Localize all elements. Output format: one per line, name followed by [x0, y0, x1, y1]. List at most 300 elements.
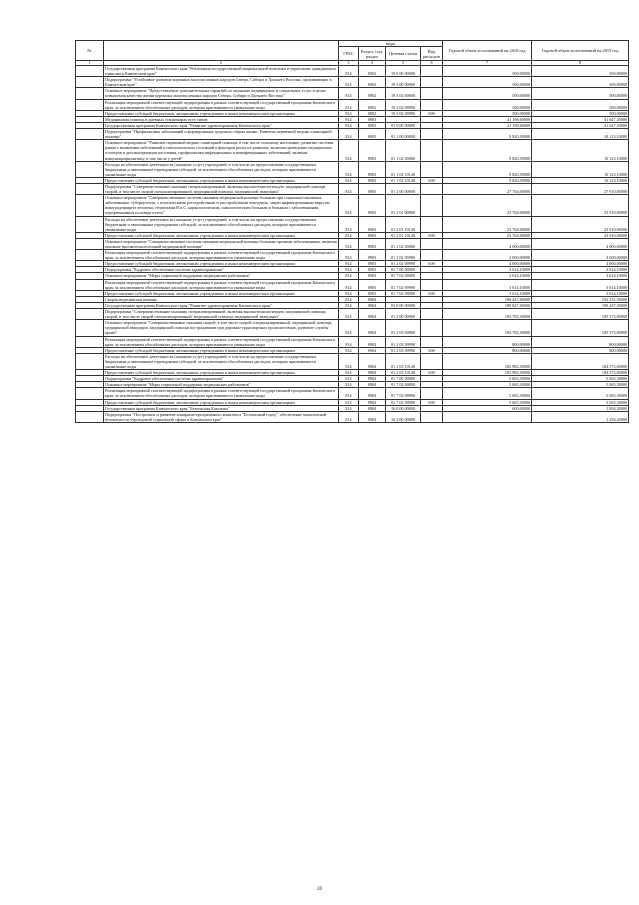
- row-grbs-cell: 814: [339, 320, 359, 336]
- row-2018-cell: 500,00000: [443, 77, 532, 88]
- row-target-cell: 01 1 02 10140: [386, 161, 421, 177]
- row-2018-cell: 189 847,60000: [443, 302, 532, 308]
- table-row: [76, 77, 629, 88]
- row-grbs-cell: 814: [339, 290, 359, 296]
- row-name-cell: Предоставление субсидий бюджетным, автономным учреждениям и иным некоммерческим организациям: [104, 261, 339, 267]
- column-number: 7: [443, 61, 532, 66]
- row-2018-cell: 3 614,10000: [443, 267, 532, 273]
- row-grbs-cell: 814: [339, 183, 359, 194]
- row-target-cell: 01 2 02 00000: [386, 238, 421, 249]
- row-name-cell: Государственная программа Камчатского края "Развитие здравоохранения Камчатского края": [104, 122, 339, 128]
- table-row: [76, 161, 629, 177]
- row-2018-cell: 600,00000: [443, 405, 532, 411]
- row-target-cell: 01 2 01 10140: [386, 232, 421, 238]
- row-name-cell: Основное мероприятие "Предоставление дополнительных гарантий по оказанию медицинских и социальных услуг в целях повышения качества жизни коренных малочисленных народов Севера, Сибири и Дальнего Востока": [104, 88, 339, 99]
- row-target-cell: 19 0 00 00000: [386, 66, 421, 77]
- row-2019-cell: 4 000,00000: [532, 261, 629, 267]
- row-target-cell: 01 7 02 09990: [386, 279, 421, 290]
- col-header-no: №: [76, 41, 104, 61]
- table-row: [76, 66, 629, 77]
- row-2018-cell: 5 065,30000: [443, 399, 532, 405]
- row-target-cell: 01 2 03 10140: [386, 353, 421, 369]
- col-header-2018: Годовой объем ассигнований на 2018 год: [443, 41, 532, 61]
- row-2018-cell: 800,00000: [443, 347, 532, 353]
- row-2019-cell: 184 572,00000: [532, 353, 629, 369]
- row-2018-cell: 183 982,30000: [443, 353, 532, 369]
- row-name-cell: Скорая медицинская помощь: [104, 296, 339, 302]
- row-number-cell: [76, 66, 104, 77]
- row-name-cell: Государственная программа Камчатского края "Реализация государственной национальной политики и укрепление гражданского единства в Камчатском крае": [104, 66, 339, 77]
- row-name-cell: Подпрограмма "Профилактика заболеваний и формирование здорового образа жизни. Развитие первичной медико-санитарной помощи": [104, 129, 339, 140]
- row-name-cell: Предоставление субсидий бюджетным, автономным учреждениям и иным некоммерческим организациям: [104, 177, 339, 183]
- table-row: [76, 88, 629, 99]
- row-name-cell: Основное мероприятие "Совершенствование системы оказания медицинской помощи больным прочими заболеваниями, включая оказание высокотехнологичной медицинской помощи": [105, 238, 337, 249]
- row-2019-cell: 27 910,00000: [532, 183, 629, 194]
- row-grbs-cell: 814: [339, 177, 359, 183]
- row-2019-cell: 185 372,00000: [532, 320, 629, 336]
- row-kind-cell: 600: [421, 177, 443, 183]
- row-2019-cell: 3 614,10000: [532, 267, 629, 273]
- row-section-cell: 0904: [359, 336, 386, 347]
- row-number-cell: [76, 309, 104, 320]
- row-2018-cell: 184 782,30000: [443, 309, 532, 320]
- row-section-cell: 0904: [359, 353, 386, 369]
- row-2019-cell: 500,00000: [532, 110, 629, 116]
- table-row: [76, 388, 629, 399]
- row-target-cell: 19 3 02 09990: [386, 110, 421, 116]
- row-number-cell: [76, 195, 104, 216]
- row-number-cell: [76, 411, 104, 422]
- row-2019-cell: 41 647,20000: [532, 116, 629, 122]
- row-name-cell: Предоставление субсидий бюджетным, автономным учреждениям и иным некоммерческим организациям: [104, 347, 339, 353]
- column-number: 1: [76, 61, 104, 66]
- row-grbs-cell: 814: [339, 129, 359, 140]
- row-2019-cell: 4 000,00000: [532, 250, 629, 261]
- table-row: [76, 309, 629, 320]
- row-section-cell: 0903: [359, 177, 386, 183]
- column-number: 4: [359, 61, 386, 66]
- row-kind-cell: 600: [421, 399, 443, 405]
- table-row: [76, 250, 629, 261]
- table-row: [76, 129, 629, 140]
- budget-table-body: [76, 66, 629, 423]
- row-section-cell: 0904: [359, 382, 386, 388]
- column-number: 5: [386, 61, 421, 66]
- row-grbs-cell: 814: [339, 376, 359, 382]
- table-row: [76, 140, 629, 161]
- row-section-cell: 0903: [359, 216, 386, 232]
- row-2018-cell: 5 065,30000: [443, 376, 532, 382]
- row-grbs-cell: 814: [339, 336, 359, 347]
- row-target-cell: 01 7 02 00000: [386, 382, 421, 388]
- row-2018-cell: 23 764,00000: [443, 195, 532, 216]
- row-2019-cell: 500,00000: [532, 99, 629, 110]
- row-name-cell: Подпрограмма "Построение и развитие аппаратно-программного комплекса "Безопасный город", обеспечение комплексной безопасности учреждений социальной сферы в Камчатском крае": [104, 411, 339, 422]
- row-2019-cell: 500,00000: [532, 66, 629, 77]
- row-name-cell: Подпрограмма "Устойчивое развитие коренных малочисленных народов Севера, Сибири и Дальнего Востока, проживающих в Камчатском крае": [104, 77, 339, 88]
- row-kind-cell: [421, 353, 443, 369]
- row-section-cell: 0903: [359, 129, 386, 140]
- row-2018-cell: 9 820,50000: [443, 140, 532, 161]
- row-2019-cell: 5 065,30000: [532, 399, 629, 405]
- row-kind-cell: 600: [421, 110, 443, 116]
- row-2019-cell: 23 910,00000: [532, 232, 629, 238]
- row-section-cell: 0903: [359, 116, 386, 122]
- row-2019-cell: 1 894,20000: [532, 405, 629, 411]
- row-2019-cell: 500,00000: [532, 77, 629, 88]
- row-name-cell: Основное мероприятие "Совершенствование системы оказания медицинской помощи больным при социально-значимых заболеваниях: туберкулезом, с психическими расстройствами и расстройствами поведения, лицам инфицированным вирусом иммунодефицита человека, гепатитами В и С, наркологическим, онкологическим больным и больным с заболеваниями, передающимися половым путем": [104, 195, 339, 216]
- row-2018-cell: 5 065,30000: [443, 388, 532, 399]
- row-grbs-cell: 814: [339, 216, 359, 232]
- row-2018-cell: 3 614,10000: [443, 290, 532, 296]
- row-target-cell: 01 2 03 10140: [386, 370, 421, 376]
- row-name-cell: Государственная программа Камчатского края "Развитие здравоохранения Камчатского края": [104, 302, 339, 308]
- row-section-cell: 0903: [359, 183, 386, 194]
- table-row: [76, 320, 629, 336]
- row-kind-cell: [421, 279, 443, 290]
- row-section-cell: 0904: [359, 347, 386, 353]
- row-2019-cell: 10 123,10000: [532, 161, 629, 177]
- table-row: [76, 183, 629, 194]
- row-kind-cell: [421, 77, 443, 88]
- row-kind-cell: 600: [421, 232, 443, 238]
- row-section-cell: 0902: [359, 99, 386, 110]
- col-header-kind: Вид расходов: [421, 47, 443, 61]
- row-kind-cell: [421, 88, 443, 99]
- row-kind-cell: [421, 250, 443, 261]
- row-2019-cell: 3 614,10000: [532, 290, 629, 296]
- row-kind-cell: 600: [421, 370, 443, 376]
- row-target-cell: 01 7 02 00000: [386, 273, 421, 279]
- col-header-target: Целевая статья: [386, 47, 421, 61]
- row-target-cell: 01 2 03 09990: [386, 347, 421, 353]
- row-grbs-cell: 814: [339, 261, 359, 267]
- row-grbs-cell: 814: [339, 405, 359, 411]
- row-number-cell: [76, 129, 104, 140]
- row-2019-cell: 23 910,00000: [532, 216, 629, 232]
- row-section-cell: 0902: [359, 110, 386, 116]
- row-2018-cell: 5 065,30000: [443, 382, 532, 388]
- row-number-cell: [76, 99, 104, 110]
- row-name-cell: Предоставление субсидий бюджетным, автономным учреждениям и иным некоммерческим организациям: [104, 370, 339, 376]
- row-kind-cell: [421, 336, 443, 347]
- row-2018-cell: 500,00000: [443, 110, 532, 116]
- row-section-cell: 0903: [359, 290, 386, 296]
- row-target-cell: 01 1 02 00000: [386, 140, 421, 161]
- row-name-cell: Реализация мероприятий соответствующей подпрограммы в рамках соответствующей государственной программы Камчатского края, за исключением обособленных расходов, которым присваиваются уникальные коды: [104, 388, 339, 399]
- row-name-cell: Государственная программа Камчатского края "Безопасная Камчатка": [104, 405, 339, 411]
- row-2018-cell: 3 614,10000: [443, 279, 532, 290]
- row-target-cell: 01 7 02 09990: [386, 290, 421, 296]
- row-section-cell: 0904: [359, 399, 386, 405]
- row-2018-cell: 183 982,30000: [443, 370, 532, 376]
- row-kind-cell: 600: [421, 347, 443, 353]
- row-kind-cell: [421, 66, 443, 77]
- row-kind-cell: [421, 99, 443, 110]
- row-target-cell: 19 3 00 00000: [386, 77, 421, 88]
- row-target-cell: 01 2 03 00000: [386, 320, 421, 336]
- column-number: 8: [532, 61, 629, 66]
- row-number-cell: [76, 140, 104, 161]
- row-2019-cell: 23 910,00000: [532, 195, 629, 216]
- table-row: [76, 411, 629, 422]
- row-grbs-cell: 814: [339, 88, 359, 99]
- row-name-cell: Предоставление субсидий бюджетным, автономным учреждениям и иным некоммерческим организациям: [104, 232, 339, 238]
- row-2018-cell: 4 000,00000: [443, 238, 532, 249]
- row-name-cell: Основное мероприятие "Меры социальной поддержки медицинских работников": [104, 273, 339, 279]
- row-grbs-cell: 814: [339, 140, 359, 161]
- table-row: [76, 99, 629, 110]
- row-name-cell: Расходы на обеспечение деятельности (оказание услуг) учреждений, в том числе на предоставление государственным бюджетным и автономным учреждениям субсидий, за исключением обособленных расходов, которым присваиваются уникальные коды: [104, 216, 339, 232]
- col-header-section: Раздел, под-раздел: [359, 47, 386, 61]
- row-2018-cell: 41 198,60000: [443, 122, 532, 128]
- row-grbs-cell: 814: [339, 388, 359, 399]
- row-2018-cell: 27 764,00000: [443, 183, 532, 194]
- row-number-cell: [76, 336, 104, 347]
- row-2019-cell: 800,00000: [532, 347, 629, 353]
- row-section-cell: 0904: [359, 302, 386, 308]
- row-2019-cell: 5 065,30000: [532, 376, 629, 382]
- row-2019-cell: 1 294,20000: [532, 411, 629, 422]
- row-number-cell: [76, 77, 104, 88]
- col-header-codes: коды: [339, 41, 443, 47]
- row-grbs-cell: 814: [339, 273, 359, 279]
- row-grbs-cell: 814: [339, 370, 359, 376]
- row-2018-cell: 9 820,50000: [443, 161, 532, 177]
- row-grbs-cell: 814: [339, 347, 359, 353]
- row-section-cell: 0904: [359, 309, 386, 320]
- row-name-cell: Основное мероприятие "Совершенствование оказания скорой, в том числе скорой специализированной, медицинской помощи, медицинской эвакуации, медицинской помощи пострадавшим при дорожно-транспортных происшествиях, развитие службы крови": [104, 320, 339, 336]
- row-section-cell: 0903: [359, 250, 386, 261]
- row-2019-cell: 190 437,30000: [532, 302, 629, 308]
- row-kind-cell: [421, 183, 443, 194]
- row-kind-cell: [421, 238, 443, 249]
- row-2018-cell: 500,00000: [443, 88, 532, 99]
- row-2018-cell: 4 000,00000: [443, 261, 532, 267]
- page-number: 26: [317, 887, 322, 892]
- row-target-cell: 01 1 00 00000: [386, 129, 421, 140]
- row-target-cell: 01 2 03 09990: [386, 336, 421, 347]
- table-row: [76, 195, 629, 216]
- row-2018-cell: 184 782,30000: [443, 320, 532, 336]
- row-grbs-cell: 814: [339, 161, 359, 177]
- row-grbs-cell: 814: [339, 279, 359, 290]
- row-target-cell: 01 7 00 00000: [386, 267, 421, 273]
- row-2018-cell: 3 614,10000: [443, 273, 532, 279]
- row-kind-cell: [421, 129, 443, 140]
- row-section-cell: 0904: [359, 320, 386, 336]
- row-2019-cell: 10 123,10000: [532, 177, 629, 183]
- row-target-cell: 01 2 00 00000: [386, 309, 421, 320]
- row-2018-cell: 500,00000: [443, 66, 532, 77]
- column-number: 6: [421, 61, 443, 66]
- row-grbs-cell: 814: [339, 296, 359, 302]
- row-2018-cell: 9 820,50000: [443, 177, 532, 183]
- row-section-cell: 0903: [359, 122, 386, 128]
- row-grbs-cell: 814: [339, 353, 359, 369]
- row-grbs-cell: 814: [339, 309, 359, 320]
- row-target-cell: 01 1 02 10140: [386, 177, 421, 183]
- row-2019-cell: 800,00000: [532, 336, 629, 347]
- row-target-cell: 01 7 02 09990: [386, 388, 421, 399]
- col-header-grbs: ГРБС: [339, 47, 359, 61]
- row-name-cell: Предоставление субсидий бюджетным, автономным учреждениям и иным некоммерческим организациям: [104, 110, 339, 116]
- row-target-cell: 01 2 01 00000: [386, 195, 421, 216]
- row-2019-cell: 5 065,30000: [532, 388, 629, 399]
- row-2019-cell: 10 123,10000: [532, 140, 629, 161]
- row-name-cell: Подпрограмма "Совершенствование оказания специализированной, включая высокотехнологичную, медицинской помощи, скорой, в том числе скорой специализированной, медицинской помощи, медицинской эвакуации": [104, 309, 339, 320]
- row-section-cell: 0902: [359, 77, 386, 88]
- row-2018-cell: 9 820,50000: [443, 129, 532, 140]
- table-row: [76, 279, 629, 290]
- table-row: [76, 216, 629, 232]
- row-target-cell: 16 3 00 00000: [386, 411, 421, 422]
- table-row: [76, 353, 629, 369]
- row-section-cell: 0902: [359, 66, 386, 77]
- row-target-cell: 01 2 00 00000: [386, 183, 421, 194]
- row-number-cell: [76, 353, 104, 369]
- budget-table: [75, 40, 629, 423]
- row-kind-cell: [421, 195, 443, 216]
- col-header-2019: Годовой объем ассигнований на 2019 год: [532, 41, 629, 61]
- table-row: [76, 238, 629, 249]
- row-section-cell: 0903: [359, 232, 386, 238]
- row-section-cell: 0903: [359, 195, 386, 216]
- budget-table-sheet: [75, 40, 628, 423]
- row-grbs-cell: 814: [339, 267, 359, 273]
- row-name-cell: Основное мероприятие "Развитие первичной медико-санитарной помощи, в том числе сельскому населению, развитие системы раннего выявления заболеваний и патологических состояний и факторов риска их развития, включая проведение медицинских осмотров и диспансеризации населения, профилактика инфекционных и неинфекционных заболеваний, включая иммунопрофилактику, в том числе у детей": [104, 140, 339, 161]
- row-section-cell: 0903: [359, 267, 386, 273]
- row-name-cell: Реализация мероприятий соответствующей подпрограммы в рамках соответствующей государственной программы Камчатского края, за исключением обособленных расходов, которым присваиваются уникальные коды: [104, 250, 339, 261]
- row-kind-cell: [421, 411, 443, 422]
- row-2018-cell: 23 764,00000: [443, 232, 532, 238]
- row-2019-cell: 10 123,10000: [532, 129, 629, 140]
- row-section-cell: 0903: [359, 261, 386, 267]
- row-target-cell: 01 0 00 00000: [386, 302, 421, 308]
- row-2018-cell: 4 000,00000: [443, 250, 532, 261]
- row-grbs-cell: 814: [339, 238, 359, 249]
- row-section-cell: 0904: [359, 370, 386, 376]
- row-section-cell: 0904: [359, 388, 386, 399]
- row-section-cell: 0903: [359, 161, 386, 177]
- row-grbs-cell: 814: [339, 382, 359, 388]
- row-2019-cell: 4 000,00000: [532, 238, 629, 249]
- row-grbs-cell: 814: [339, 232, 359, 238]
- row-grbs-cell: 814: [339, 399, 359, 405]
- row-name-cell: Расходы на обеспечение деятельности (оказание услуг) учреждений, в том числе на предоставление государственным бюджетным и автономным учреждениям субсидий, за исключением обособленных расходов, которым присваиваются уникальные коды: [104, 353, 339, 369]
- row-section-cell: 0904: [359, 411, 386, 422]
- row-name-cell: Реализация мероприятий соответствующей подпрограммы в рамках соответствующей государственной программы Камчатского края, за исключением обособленных расходов, которым присваиваются уникальные коды: [104, 336, 339, 347]
- column-number: 3: [339, 61, 359, 66]
- row-2019-cell: 500,00000: [532, 88, 629, 99]
- row-target-cell: 19 3 02 00000: [386, 88, 421, 99]
- row-number-cell: [76, 250, 104, 261]
- row-number-cell: [76, 388, 104, 399]
- row-target-cell: 01 2 02 09990: [386, 250, 421, 261]
- row-2018-cell: [443, 411, 532, 422]
- row-grbs-cell: 814: [339, 77, 359, 88]
- row-target-cell: 01 0 00 00000: [386, 122, 421, 128]
- row-2018-cell: 800,00000: [443, 336, 532, 347]
- row-2019-cell: 184 572,00000: [532, 370, 629, 376]
- row-kind-cell: [421, 161, 443, 177]
- row-2019-cell: 41 647,20000: [532, 122, 629, 128]
- row-kind-cell: [421, 309, 443, 320]
- column-number: 2: [104, 61, 339, 66]
- row-number-cell: [76, 279, 104, 290]
- row-2018-cell: 190 447,60000: [443, 296, 532, 302]
- row-section-cell: 0903: [359, 140, 386, 161]
- row-target-cell: 01 7 00 00000: [386, 376, 421, 382]
- row-name-cell: Подпрограмма "Кадровое обеспечение системы здравоохранения": [104, 376, 339, 382]
- row-name-cell: Подпрограмма "Кадровое обеспечение системы здравоохранения": [104, 267, 339, 273]
- row-name-cell: Расходы на обеспечение деятельности (оказание услуг) учреждений, в том числе на предоставление государственным бюджетным и автономным учреждениям субсидий, за исключением обособленных расходов, которым присваиваются уникальные коды: [104, 161, 339, 177]
- row-grbs-cell: 814: [339, 250, 359, 261]
- row-2019-cell: 185 372,00000: [532, 309, 629, 320]
- row-kind-cell: [421, 216, 443, 232]
- row-section-cell: 0903: [359, 273, 386, 279]
- row-number-cell: [76, 183, 104, 194]
- row-number-cell: [76, 320, 104, 336]
- row-name-cell: Предоставление субсидий бюджетным, автономным учреждениям и иным некоммерческим организациям: [104, 399, 339, 405]
- row-number-cell: [76, 161, 104, 177]
- row-2019-cell: 3 614,10000: [532, 279, 629, 290]
- row-grbs-cell: 814: [339, 122, 359, 128]
- row-2018-cell: 41 198,60000: [443, 116, 532, 122]
- row-kind-cell: [421, 388, 443, 399]
- col-header-name: [104, 41, 339, 61]
- row-target-cell: 19 3 02 09990: [386, 99, 421, 110]
- row-kind-cell: [421, 320, 443, 336]
- row-section-cell: 0903: [359, 279, 386, 290]
- row-2019-cell: 3 614,10000: [532, 273, 629, 279]
- row-section-cell: 0902: [359, 88, 386, 99]
- row-name-cell: Реализация мероприятий соответствующей подпрограммы в рамках соответствующей государственной программы Камчатского края, за исключением обособленных расходов, которым присваиваются уникальные коды: [104, 99, 339, 110]
- row-name-cell: Медицинская помощь в дневных стационарах всех типов: [104, 116, 339, 122]
- row-number-cell: [76, 216, 104, 232]
- row-target-cell: 16 0 00 00000: [386, 405, 421, 411]
- table-row: [76, 336, 629, 347]
- row-grbs-cell: 814: [339, 195, 359, 216]
- row-grbs-cell: 814: [339, 411, 359, 422]
- row-grbs-cell: 814: [339, 116, 359, 122]
- row-2019-cell: 5 065,30000: [532, 382, 629, 388]
- row-number-cell: [76, 238, 104, 249]
- row-number-cell: [76, 88, 104, 99]
- row-name-cell: Реализация мероприятий соответствующей подпрограммы в рамках соответствующей государственной программы Камчатского края, за исключением обособленных расходов, которым присваиваются уникальные коды: [104, 279, 339, 290]
- row-grbs-cell: 814: [339, 302, 359, 308]
- row-2018-cell: 500,00000: [443, 99, 532, 110]
- row-2019-cell: 192 331,50000: [532, 296, 629, 302]
- row-kind-cell: 600: [421, 261, 443, 267]
- row-grbs-cell: 814: [339, 99, 359, 110]
- row-name-cell: Основное мероприятие "Меры социальной поддержки медицинских работников": [104, 382, 339, 388]
- row-kind-cell: [421, 140, 443, 161]
- row-section-cell: 0903: [359, 238, 386, 249]
- row-target-cell: 01 2 02 09990: [386, 261, 421, 267]
- row-grbs-cell: 814: [339, 66, 359, 77]
- row-kind-cell: 600: [421, 290, 443, 296]
- row-target-cell: 01 2 01 10140: [386, 216, 421, 232]
- row-section-cell: 0904: [359, 376, 386, 382]
- row-name-cell: Подпрограмма "Совершенствование оказания специализированной, включая высокотехнологичную, медицинской помощи, скорой, в том числе скорой специализированной, медицинской помощи, медицинской эвакуации": [104, 183, 339, 194]
- row-name-cell: Предоставление субсидий бюджетным, автономным учреждениям и иным некоммерческим организациям: [104, 290, 339, 296]
- row-2018-cell: 23 764,00000: [443, 216, 532, 232]
- row-grbs-cell: 814: [339, 110, 359, 116]
- row-section-cell: 0904: [359, 405, 386, 411]
- row-section-cell: 0904: [359, 296, 386, 302]
- row-target-cell: 01 7 02 09990: [386, 399, 421, 405]
